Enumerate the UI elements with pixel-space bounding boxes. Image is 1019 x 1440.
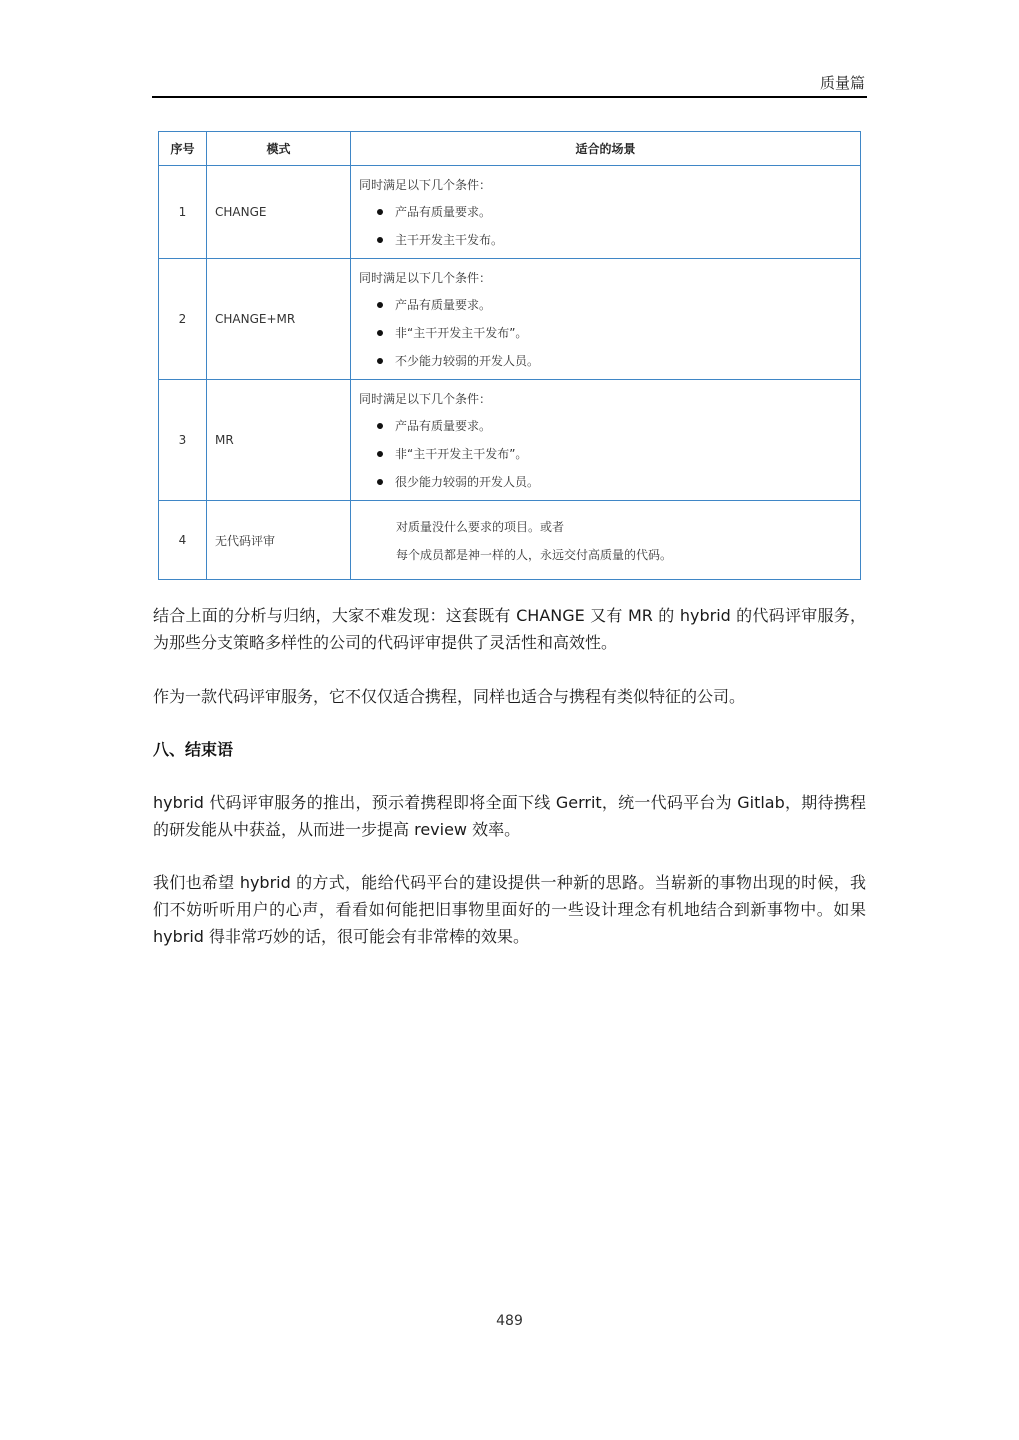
bullet-icon bbox=[377, 237, 383, 243]
column-header-scenario: 适合的场景 bbox=[351, 132, 861, 166]
bullet-icon bbox=[377, 479, 383, 485]
bullet-icon bbox=[377, 330, 383, 336]
row-number: 1 bbox=[159, 166, 207, 259]
body-paragraph-summary: 结合上面的分析与归纳，大家不难发现：这套既有 CHANGE 又有 MR 的 hybrid 的代码评审服务，为那些分支策略多样性的公司的代码评审提供了灵活性和高效性。 bbox=[153, 606, 866, 652]
scenario-lead: 同时满足以下几个条件： bbox=[359, 178, 492, 192]
list-item: 非“主干开发主干发布”。 bbox=[359, 440, 860, 468]
list-item: 很少能力较弱的开发人员。 bbox=[359, 468, 860, 496]
row-mode: 无代码评审 bbox=[207, 501, 351, 580]
bullet-icon bbox=[377, 302, 383, 308]
body-paragraph-applicability: 作为一款代码评审服务，它不仅仅适合携程，同样也适合与携程有类似特征的公司。 bbox=[153, 687, 746, 706]
body-paragraph-launch: hybrid 代码评审服务的推出，预示着携程即将全面下线 Gerrit，统一代码平台为 Gitlab，期待携程的研发能从中获益，从而进一步提高 review 效率。 bbox=[153, 793, 866, 839]
list-item: 产品有质量要求。 bbox=[359, 198, 860, 226]
page-number: 489 bbox=[496, 1313, 523, 1329]
bullet-icon bbox=[377, 423, 383, 429]
table-row bbox=[159, 501, 861, 580]
row-scenario bbox=[351, 166, 861, 259]
row-mode: MR bbox=[207, 380, 351, 501]
list-item: 不少能力较弱的开发人员。 bbox=[359, 347, 860, 375]
row-number: 4 bbox=[159, 501, 207, 580]
row-number: 3 bbox=[159, 380, 207, 501]
column-header-no: 序号 bbox=[159, 132, 207, 166]
column-header-mode: 模式 bbox=[207, 132, 351, 166]
bullet-icon bbox=[377, 451, 383, 457]
list-item: 产品有质量要求。 bbox=[359, 412, 860, 440]
row-mode: CHANGE bbox=[207, 166, 351, 259]
row-scenario bbox=[351, 380, 861, 501]
row-scenario bbox=[351, 259, 861, 380]
scenario-lead: 同时满足以下几个条件： bbox=[359, 271, 492, 285]
scenario-bullet-list bbox=[359, 291, 860, 375]
row-scenario bbox=[351, 501, 861, 580]
section-title: 质量篇 bbox=[819, 74, 865, 92]
body-paragraph-outlook: 我们也希望 hybrid 的方式，能给代码平台的建设提供一种新的思路。当崭新的事物出现的时候，我们不妨听听用户的心声，看看如何能把旧事物里面好的一些设计理念有机地结合到新事物中。如果 hybrid 得非常巧妙的话，很可能会有非常棒的效果。 bbox=[153, 873, 866, 946]
list-item: 主干开发主干发布。 bbox=[359, 226, 860, 254]
table-header-row bbox=[159, 132, 861, 166]
scenario-line: 对质量没什么要求的项目。或者 bbox=[396, 520, 565, 534]
scenario-line: 每个成员都是神一样的人，永远交付高质量的代码。 bbox=[396, 548, 673, 562]
bullet-icon bbox=[377, 358, 383, 364]
row-mode: CHANGE+MR bbox=[207, 259, 351, 380]
scenario-bullet-list bbox=[359, 198, 860, 254]
table-row bbox=[159, 259, 861, 380]
bullet-icon bbox=[377, 209, 383, 215]
row-number: 2 bbox=[159, 259, 207, 380]
list-item: 非“主干开发主干发布”。 bbox=[359, 319, 860, 347]
list-item: 产品有质量要求。 bbox=[359, 291, 860, 319]
table-row bbox=[159, 166, 861, 259]
page-header bbox=[152, 66, 867, 98]
table-row bbox=[159, 380, 861, 501]
review-mode-table bbox=[158, 131, 861, 580]
scenario-lead: 同时满足以下几个条件： bbox=[359, 392, 492, 406]
scenario-bullet-list bbox=[359, 412, 860, 496]
section-heading: 八、结束语 bbox=[153, 740, 234, 759]
